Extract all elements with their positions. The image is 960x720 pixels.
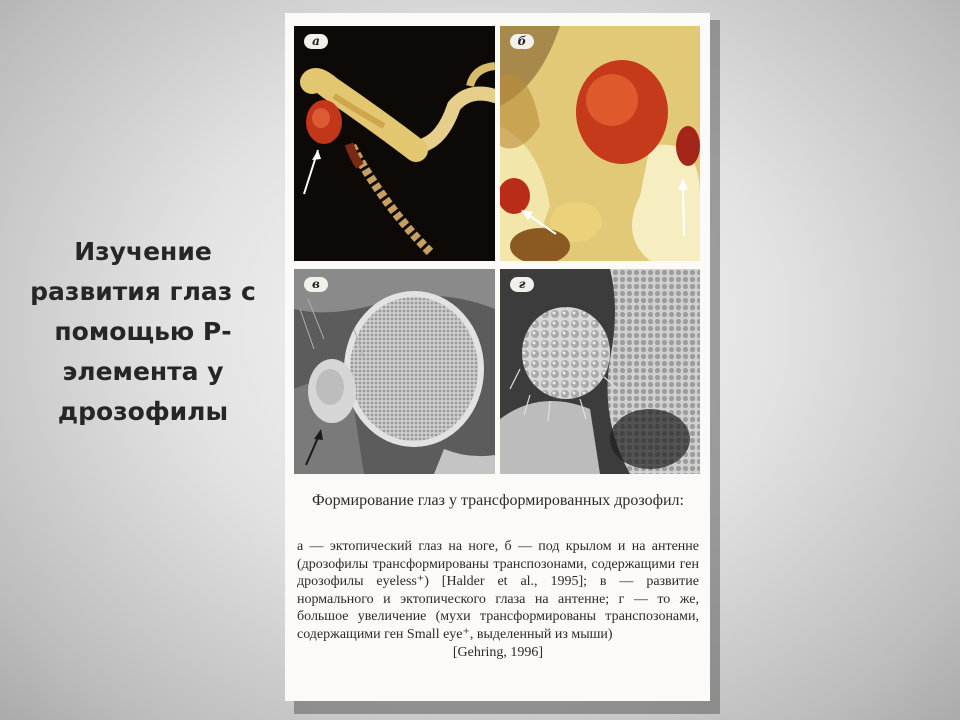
figure-caption-title: Формирование глаз у трансформированных дрозофил:: [312, 492, 684, 509]
panel-letter-a: а: [304, 34, 328, 49]
panel-letter-c: в: [304, 277, 328, 292]
figure-panel-b: [500, 26, 700, 261]
scanned-figure-page: [285, 13, 710, 701]
figure-caption-text: а — эктопический глаз на ноге, б — под крылом и на антенне (дрозофилы трансформированы транспозонами, содержащими ген дрозофилы eyeless⁺) [Halder et al., 1995]; в — развитие нормального и эктопического глаза на антенне; г — то же, большое увеличение (мухи трансформированы транспозонами, содержащими ген Small eye⁺, выделенный из мыши): [297, 539, 699, 642]
sem-normal-eye-photo: [294, 269, 495, 474]
wing-antenna-ectopic-eye-photo: [500, 26, 700, 261]
slide-title: Изучение развития глаз с помощью Р-элемента у дрозофилы: [30, 237, 256, 426]
figure-panel-d: [500, 269, 700, 474]
figure-panel-c: [294, 269, 495, 474]
panel-letter-b: б: [510, 34, 534, 49]
figure-caption-body: [297, 538, 699, 661]
leg-ectopic-eye-photo: [294, 26, 495, 261]
figure-panel-a: [294, 26, 495, 261]
figure-caption-source: [Gehring, 1996]: [452, 644, 544, 660]
sem-ectopic-eye-closeup-photo: [500, 269, 700, 474]
panel-letter-d: г: [510, 277, 534, 292]
